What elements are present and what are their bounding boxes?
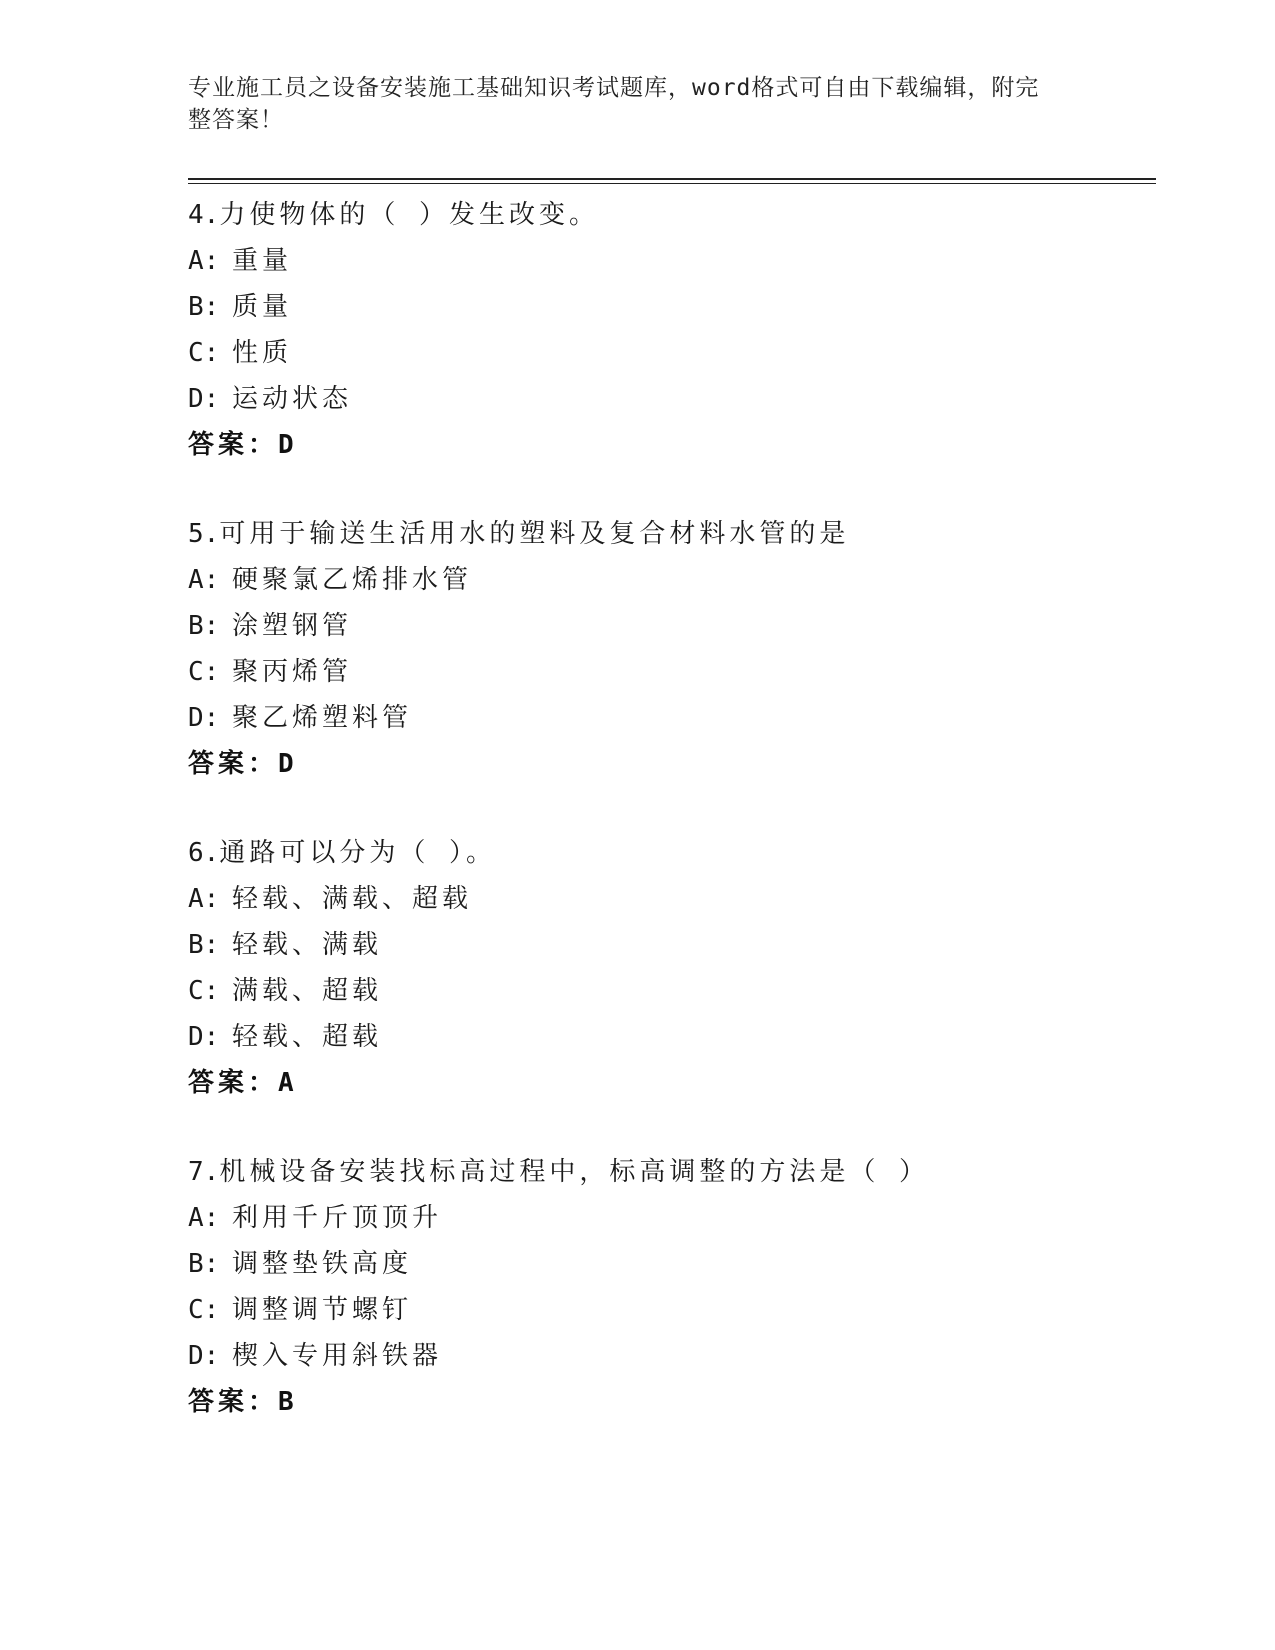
- question-text: 机械设备安装找标高过程中，标高调整的方法是（ ）: [219, 1157, 929, 1187]
- question-number: 7.: [188, 1157, 220, 1187]
- option-c: [188, 649, 1148, 695]
- header-line-1: 专业施工员之设备安装施工基础知识考试题库，word格式可自由下载编辑，附完: [188, 75, 1040, 101]
- option-b: [188, 284, 1148, 330]
- answer-value: D: [278, 430, 294, 460]
- question-stem: [188, 1149, 1148, 1195]
- option-c: [188, 330, 1148, 376]
- question-text: 可用于输送生活用水的塑料及复合材料水管的是: [219, 519, 850, 549]
- option-letter: D:: [188, 1341, 220, 1371]
- option-letter: A:: [188, 246, 220, 276]
- question-stem: [188, 511, 1148, 557]
- answer-line: [188, 1060, 1148, 1106]
- option-d: [188, 1014, 1148, 1060]
- question-number: 4.: [188, 200, 220, 230]
- answer-label: 答案：: [188, 1068, 279, 1098]
- answer-label: 答案：: [188, 749, 279, 779]
- option-d: [188, 1333, 1148, 1379]
- answer-value: B: [278, 1387, 294, 1417]
- question-6: [188, 830, 1148, 1106]
- option-text: 调整垫铁高度: [232, 1249, 413, 1279]
- option-letter: D:: [188, 703, 220, 733]
- question-list: [188, 192, 1148, 1425]
- option-text: 运动状态: [232, 384, 353, 414]
- option-text: 硬聚氯乙烯排水管: [232, 565, 473, 595]
- option-b: [188, 603, 1148, 649]
- option-text: 聚丙烯管: [232, 657, 353, 687]
- option-text: 性质: [232, 338, 293, 368]
- option-text: 轻载、满载: [232, 930, 383, 960]
- option-a: [188, 1195, 1148, 1241]
- option-letter: D:: [188, 1022, 220, 1052]
- option-text: 调整调节螺钉: [232, 1295, 413, 1325]
- option-a: [188, 557, 1148, 603]
- answer-value: D: [278, 749, 294, 779]
- option-letter: C:: [188, 976, 220, 1006]
- question-stem: [188, 192, 1148, 238]
- option-text: 聚乙烯塑料管: [232, 703, 413, 733]
- question-stem: [188, 830, 1148, 876]
- question-7: [188, 1149, 1148, 1425]
- option-text: 涂塑钢管: [232, 611, 353, 641]
- option-d: [188, 695, 1148, 741]
- answer-line: [188, 741, 1148, 787]
- option-letter: A:: [188, 1203, 220, 1233]
- option-c: [188, 1287, 1148, 1333]
- option-text: 满载、超载: [232, 976, 383, 1006]
- header-divider-thin: [188, 183, 1156, 184]
- option-letter: B:: [188, 930, 220, 960]
- option-letter: B:: [188, 611, 220, 641]
- header-divider-thick: [188, 178, 1156, 180]
- option-letter: B:: [188, 1249, 220, 1279]
- option-a: [188, 238, 1148, 284]
- document-header: [188, 72, 1068, 136]
- question-number: 6.: [188, 838, 220, 868]
- answer-line: [188, 1379, 1148, 1425]
- option-text: 楔入专用斜铁器: [232, 1341, 443, 1371]
- question-number: 5.: [188, 519, 220, 549]
- option-text: 重量: [232, 246, 293, 276]
- question-text: 通路可以分为（ ）。: [219, 838, 496, 868]
- option-c: [188, 968, 1148, 1014]
- answer-line: [188, 422, 1148, 468]
- answer-label: 答案：: [188, 1387, 279, 1417]
- question-5: [188, 511, 1148, 787]
- answer-value: A: [278, 1068, 294, 1098]
- option-text: 轻载、满载、超载: [232, 884, 473, 914]
- option-text: 质量: [232, 292, 293, 322]
- option-letter: C:: [188, 1295, 220, 1325]
- question-text: 力使物体的（ ）发生改变。: [219, 200, 599, 230]
- option-letter: B:: [188, 292, 220, 322]
- option-b: [188, 922, 1148, 968]
- option-text: 轻载、超载: [232, 1022, 383, 1052]
- question-4: [188, 192, 1148, 468]
- answer-label: 答案：: [188, 430, 279, 460]
- option-letter: C:: [188, 338, 220, 368]
- header-line-2: 整答案！: [188, 107, 284, 133]
- option-text: 利用千斤顶顶升: [232, 1203, 443, 1233]
- option-d: [188, 376, 1148, 422]
- option-letter: C:: [188, 657, 220, 687]
- option-a: [188, 876, 1148, 922]
- option-letter: A:: [188, 884, 220, 914]
- option-b: [188, 1241, 1148, 1287]
- option-letter: D:: [188, 384, 220, 414]
- option-letter: A:: [188, 565, 220, 595]
